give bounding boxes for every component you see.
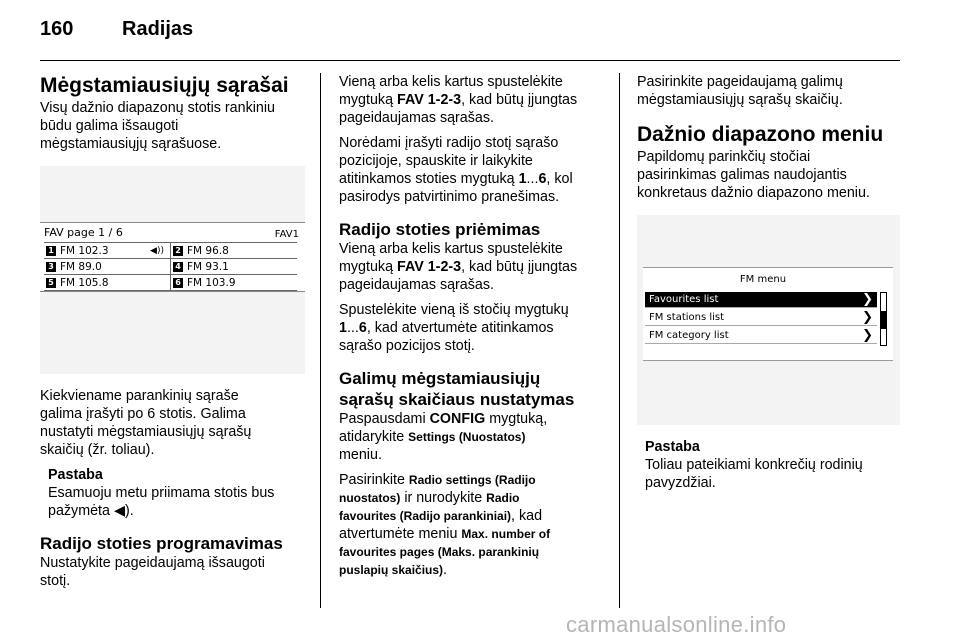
text-line	[339, 91, 607, 109]
text-span: atidarykite	[339, 429, 409, 445]
config-button-label: CONFIG	[429, 411, 486, 427]
menu-label: favourites (Radijo parankiniai)	[339, 509, 512, 523]
fav-preset-3[interactable]	[44, 259, 170, 274]
text-span: mygtuką	[339, 92, 398, 108]
menu-scrollbar[interactable]	[880, 292, 887, 346]
text-line: pažymėta ◀).	[48, 503, 134, 519]
text-span: mygtuką	[339, 259, 398, 275]
text-line: Visų dažnio diapazonų stotis rankiniu	[40, 100, 275, 116]
preset-number: 1	[46, 246, 56, 256]
fav-preset-4[interactable]	[170, 259, 297, 274]
note-title: Pastaba	[48, 467, 103, 483]
text-span: Pasirinkite	[339, 472, 409, 488]
menu-item-label: Favourites list	[649, 294, 719, 305]
column-1	[40, 73, 305, 590]
preset-number: 6	[173, 278, 183, 288]
column-3	[637, 73, 905, 492]
menu-label: favourites pages (Maks. parankinių	[339, 545, 540, 559]
header-divider	[40, 60, 900, 61]
text-line: pageidaujamas sąrašas.	[339, 110, 494, 126]
text-line: Papildomų parinkčių stočiai	[637, 149, 811, 165]
text-line: Vieną arba kelis kartus spustelėkite	[339, 241, 563, 257]
text-line: Spustelėkite vieną iš stočių mygtukų	[339, 302, 569, 318]
fm-menu-screen	[643, 267, 893, 361]
fav-row	[44, 275, 297, 291]
text-line: galima įrašyti po 6 stotis. Galima	[40, 406, 246, 422]
fav-preset-5[interactable]	[44, 275, 170, 290]
paragraph	[637, 73, 905, 109]
text-line: Kiekviename parankinių sąraše	[40, 388, 239, 404]
text-line	[339, 543, 607, 561]
preset-number: 4	[173, 262, 183, 272]
section-heading-receiving: Radijo stoties priėmimas	[339, 220, 541, 239]
text-line: pasirinkimas galimas naudojantis	[637, 167, 847, 183]
menu-item-label: FM stations list	[649, 312, 725, 323]
fav-preset-6[interactable]	[170, 275, 297, 290]
text-span: , kol	[546, 171, 573, 187]
menu-item-label: FM category list	[649, 330, 729, 341]
fav-row	[44, 243, 297, 259]
button-label: 6	[538, 171, 547, 187]
text-line: mėgstamiausiųjų sąrašų skaičių.	[637, 92, 843, 108]
text-line	[339, 525, 607, 543]
text-span: mygtuką,	[485, 411, 548, 427]
text-span: atitinkamos stoties mygtuką	[339, 171, 519, 187]
column-divider-1	[320, 73, 321, 608]
section-heading-number-of-lists	[339, 368, 607, 410]
button-label: 1	[518, 171, 527, 187]
text-span: , kad	[511, 508, 543, 524]
text-line: skaičių (žr. toliau).	[40, 442, 155, 458]
chevron-right-icon: ❯	[862, 292, 873, 307]
text-line: konkretaus dažnio diapazono meniu.	[637, 185, 870, 201]
chevron-right-icon: ❯	[862, 328, 873, 343]
menu-item-fm-stations-list[interactable]	[645, 310, 877, 326]
paragraph	[637, 148, 905, 202]
menu-item-favourites-list[interactable]	[645, 292, 877, 308]
text-span: ...	[346, 320, 359, 336]
body-paragraph	[40, 387, 305, 459]
menu-label: Max. number of	[461, 527, 551, 541]
fav-page-title: FAV page 1 / 6	[44, 226, 123, 239]
text-span: Paspausdami	[339, 411, 430, 427]
fav-grid	[44, 242, 297, 291]
text-line	[339, 428, 607, 446]
text-line: pozicijoje, spauskite ir laikykite	[339, 153, 533, 169]
note-block	[637, 438, 905, 492]
speaker-icon: ◀))	[150, 245, 164, 256]
button-label: 1	[339, 320, 347, 336]
heading-line: Galimų mėgstamiausiųjų	[339, 369, 541, 388]
text-line: sąrašo pozicijos stotį.	[339, 338, 475, 354]
preset-number: 2	[173, 246, 183, 256]
paragraph	[339, 134, 607, 206]
text-line: stotį.	[40, 573, 71, 589]
paragraph	[339, 240, 607, 294]
text-line: Toliau pateikiami konkrečių rodinių	[645, 457, 863, 473]
preset-frequency: FM 93.1	[187, 260, 229, 273]
preset-frequency: FM 102.3	[60, 244, 109, 257]
paragraph	[339, 471, 607, 579]
fav-button-label: FAV 1-2-3	[397, 259, 462, 275]
text-span: atvertumėte meniu	[339, 526, 462, 542]
fav-preset-2[interactable]	[170, 243, 297, 258]
text-line: nustatyti mėgstamiausiųjų sąrašų	[40, 424, 252, 440]
text-span: , kad atvertumėte atitinkamos	[366, 320, 554, 336]
text-line	[339, 410, 607, 428]
text-line	[339, 471, 607, 489]
note-title: Pastaba	[645, 439, 700, 455]
text-line: Vieną arba kelis kartus spustelėkite	[339, 74, 563, 90]
text-line: Esamuoju metu priimama stotis bus	[48, 485, 275, 501]
watermark: carmanualsonline.info	[566, 612, 787, 637]
paragraph	[339, 410, 607, 464]
menu-label: Radio	[486, 491, 520, 505]
fav-button-label: FAV 1-2-3	[397, 92, 462, 108]
scrollbar-thumb[interactable]	[881, 311, 886, 329]
preset-frequency: FM 103.9	[187, 276, 236, 289]
page-number: 160	[40, 18, 74, 40]
text-span: .	[443, 562, 448, 578]
text-line	[339, 258, 607, 276]
text-span: , kad būtų įjungtas	[461, 92, 578, 108]
heading-line: sąrašų skaičiaus nustatymas	[339, 390, 575, 409]
column-divider-2	[619, 73, 620, 608]
section-heading-programming: Radijo stoties programavimas	[40, 534, 283, 553]
text-line	[339, 319, 607, 337]
text-line	[339, 489, 607, 507]
fav-preset-1[interactable]	[44, 243, 170, 258]
text-line: pageidaujamas sąrašas.	[339, 277, 494, 293]
preset-frequency: FM 105.8	[60, 276, 109, 289]
text-line	[339, 561, 607, 579]
menu-item-fm-category-list[interactable]	[645, 328, 877, 344]
body-paragraph	[40, 554, 305, 590]
settings-menu-label: Settings (Nuostatos)	[408, 430, 526, 444]
text-span: ...	[526, 171, 539, 187]
preset-number: 3	[46, 262, 56, 272]
preset-frequency: FM 89.0	[60, 260, 102, 273]
button-label: 6	[358, 320, 367, 336]
text-line: Norėdami įrašyti radijo stotį sąrašo	[339, 135, 559, 151]
paragraph	[339, 73, 607, 127]
text-line	[339, 507, 607, 525]
text-span: ir nurodykite	[400, 490, 487, 506]
fav-badge: FAV1	[274, 229, 299, 240]
intro-paragraph	[40, 99, 305, 153]
text-line: Pasirinkite pageidaujamą galimų	[637, 74, 843, 90]
text-line	[339, 170, 607, 188]
fav-row	[44, 259, 297, 275]
text-line: būdu galima išsaugoti	[40, 118, 179, 134]
menu-label: nuostatos)	[339, 491, 401, 505]
text-line: mėgstamiausiųjų sąrašuose.	[40, 136, 222, 152]
section-heading-favourites: Mėgstamiausiųjų sąrašai	[40, 74, 289, 97]
chevron-right-icon: ❯	[862, 310, 873, 325]
text-line: Nustatykite pageidaujamą išsaugoti	[40, 555, 265, 571]
text-line: pasirodys patvirtinimo pranešimas.	[339, 189, 560, 205]
text-line: meniu.	[339, 447, 382, 463]
preset-frequency: FM 96.8	[187, 244, 229, 257]
menu-label: puslapių skaičius)	[339, 563, 444, 577]
menu-label: Radio settings (Radijo	[408, 473, 536, 487]
text-span: , kad būtų įjungtas	[461, 259, 578, 275]
section-heading-band-menu: Dažnio diapazono meniu	[637, 123, 884, 146]
text-line: pavyzdžiai.	[645, 475, 716, 491]
column-2	[339, 73, 607, 579]
fm-menu-title: FM menu	[739, 274, 787, 285]
fm-menu-screenshot	[637, 215, 900, 425]
fav-page-screenshot	[40, 166, 305, 374]
note-block	[40, 466, 305, 520]
preset-number: 5	[46, 278, 56, 288]
page-title: Radijas	[122, 18, 194, 40]
paragraph	[339, 301, 607, 355]
fav-screen	[40, 222, 305, 292]
